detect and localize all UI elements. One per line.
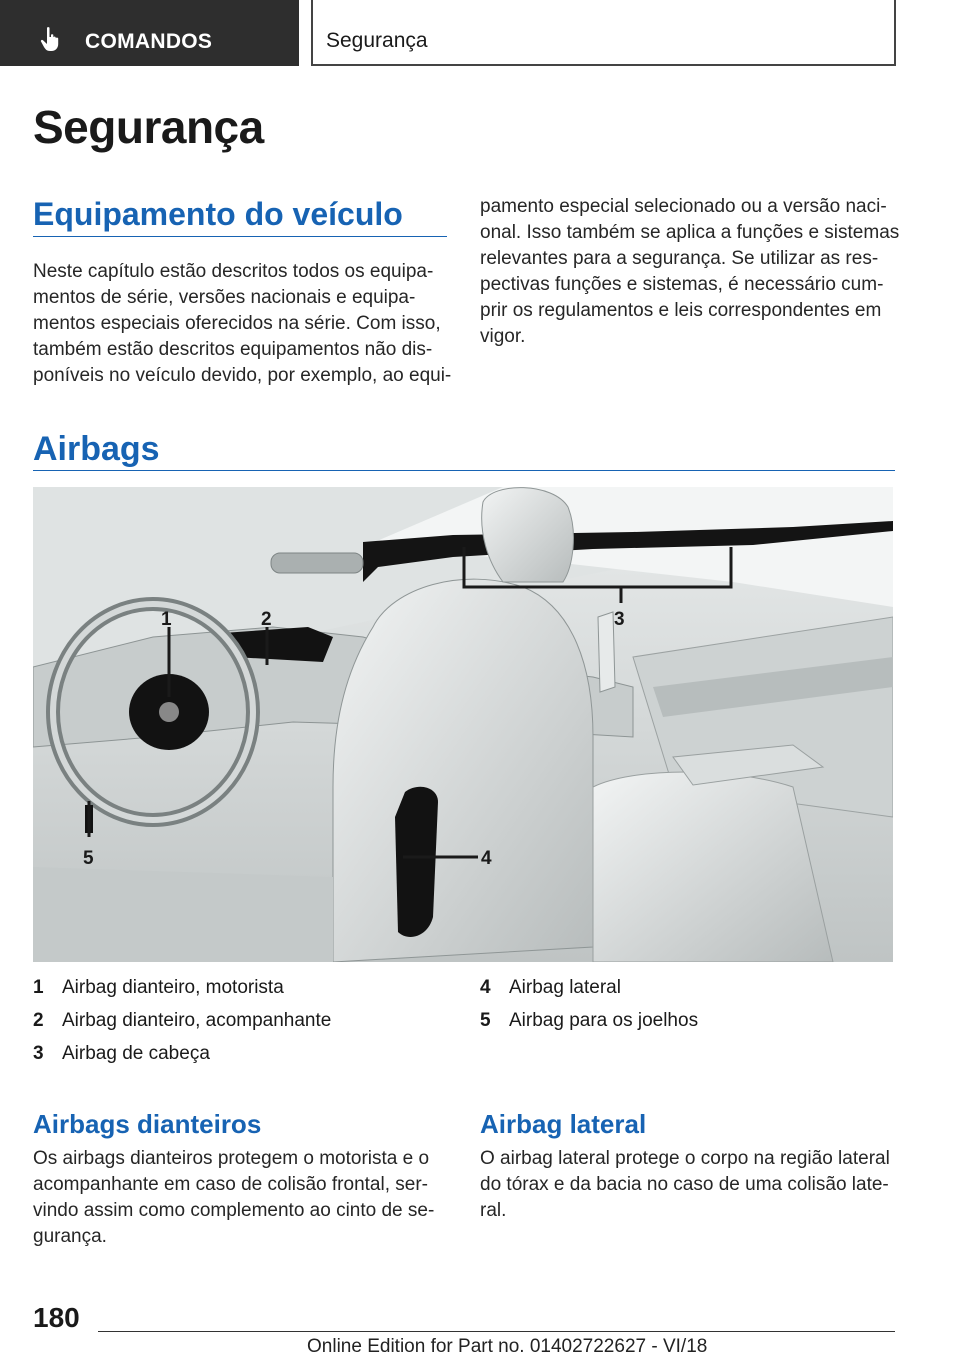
callout-2: 2 bbox=[261, 609, 272, 630]
legend-number: 3 bbox=[33, 1043, 44, 1064]
callout-5: 5 bbox=[83, 848, 94, 869]
section-heading-equipment: Equipamento do veículo bbox=[33, 196, 403, 232]
breadcrumb-label: Segurança bbox=[326, 29, 428, 52]
section-rule-equipment bbox=[33, 236, 447, 237]
text-line: poníveis no veículo devido, por exemplo, ao equi- bbox=[33, 365, 452, 386]
subheading-side-airbag: Airbag lateral bbox=[480, 1109, 647, 1139]
front-airbags-text bbox=[33, 1146, 458, 1250]
subheading-front-airbags: Airbags dianteiros bbox=[33, 1109, 262, 1139]
text-line: vindo assim como complemento ao cinto de se- bbox=[33, 1200, 435, 1221]
legend-item bbox=[480, 971, 698, 1004]
airbag-illustration bbox=[33, 487, 893, 962]
legend-item bbox=[33, 971, 331, 1004]
text-line: onal. Isso também se aplica a funções e sistemas bbox=[480, 222, 900, 243]
legend-text: Airbag dianteiro, acompanhante bbox=[62, 1010, 332, 1031]
legend-number: 1 bbox=[33, 977, 44, 998]
text-line: mentos especiais oferecidos na série. Com isso, bbox=[33, 313, 441, 334]
legend-item bbox=[33, 1037, 331, 1070]
equipment-text-right bbox=[480, 194, 900, 350]
section-heading-airbags: Airbags bbox=[33, 430, 160, 468]
text-line: ral. bbox=[480, 1200, 507, 1221]
chapter-tab[interactable] bbox=[0, 0, 299, 66]
section-rule-airbags bbox=[33, 470, 895, 471]
legend-text: Airbag dianteiro, motorista bbox=[62, 977, 284, 998]
text-line: do tórax e da bacia no caso de uma colisão late- bbox=[480, 1174, 889, 1195]
text-line: vigor. bbox=[480, 326, 526, 347]
legend-text: Airbag para os joelhos bbox=[509, 1010, 699, 1031]
text-line: Os airbags dianteiros protegem o motorista e o bbox=[33, 1148, 430, 1169]
footer-rule bbox=[98, 1331, 895, 1332]
legend-left bbox=[33, 971, 331, 1070]
footer-edition: Online Edition for Part no. 01402722627 - VI/18 bbox=[307, 1336, 708, 1357]
text-line: acompanhante em caso de colisão frontal, ser- bbox=[33, 1174, 428, 1195]
legend-number: 2 bbox=[33, 1010, 44, 1031]
callout-1: 1 bbox=[161, 609, 172, 630]
legend-item bbox=[480, 1004, 698, 1037]
chapter-tab-label: COMANDOS bbox=[85, 30, 213, 53]
page-title: Segurança bbox=[33, 101, 264, 153]
callout-4: 4 bbox=[481, 848, 492, 869]
legend-right bbox=[480, 971, 698, 1037]
side-airbag-text bbox=[480, 1146, 905, 1224]
breadcrumb bbox=[312, 0, 896, 66]
text-line: pectivas funções e sistemas, é necessário cum- bbox=[480, 274, 884, 295]
legend-number: 5 bbox=[480, 1010, 491, 1031]
legend-text: Airbag lateral bbox=[509, 977, 621, 998]
legend-item bbox=[33, 1004, 331, 1037]
text-line: relevantes para a segurança. Se utilizar as res- bbox=[480, 248, 879, 269]
text-line: Neste capítulo estão descritos todos os equipa- bbox=[33, 261, 434, 282]
page-number: 180 bbox=[33, 1302, 80, 1333]
hand-pointer-icon bbox=[38, 26, 64, 52]
text-line: O airbag lateral protege o corpo na região lateral bbox=[480, 1148, 890, 1169]
text-line: gurança. bbox=[33, 1226, 107, 1247]
text-line: mentos de série, versões nacionais e equipa- bbox=[33, 287, 416, 308]
callout-3: 3 bbox=[614, 609, 625, 630]
text-line: prir os regulamentos e leis correspondentes em bbox=[480, 300, 882, 321]
legend-number: 4 bbox=[480, 977, 491, 998]
text-line: também estão descritos equipamentos não dis- bbox=[33, 339, 433, 360]
legend-text: Airbag de cabeça bbox=[62, 1043, 210, 1064]
equipment-text-left bbox=[33, 259, 453, 389]
text-line: pamento especial selecionado ou a versão naci- bbox=[480, 196, 887, 217]
